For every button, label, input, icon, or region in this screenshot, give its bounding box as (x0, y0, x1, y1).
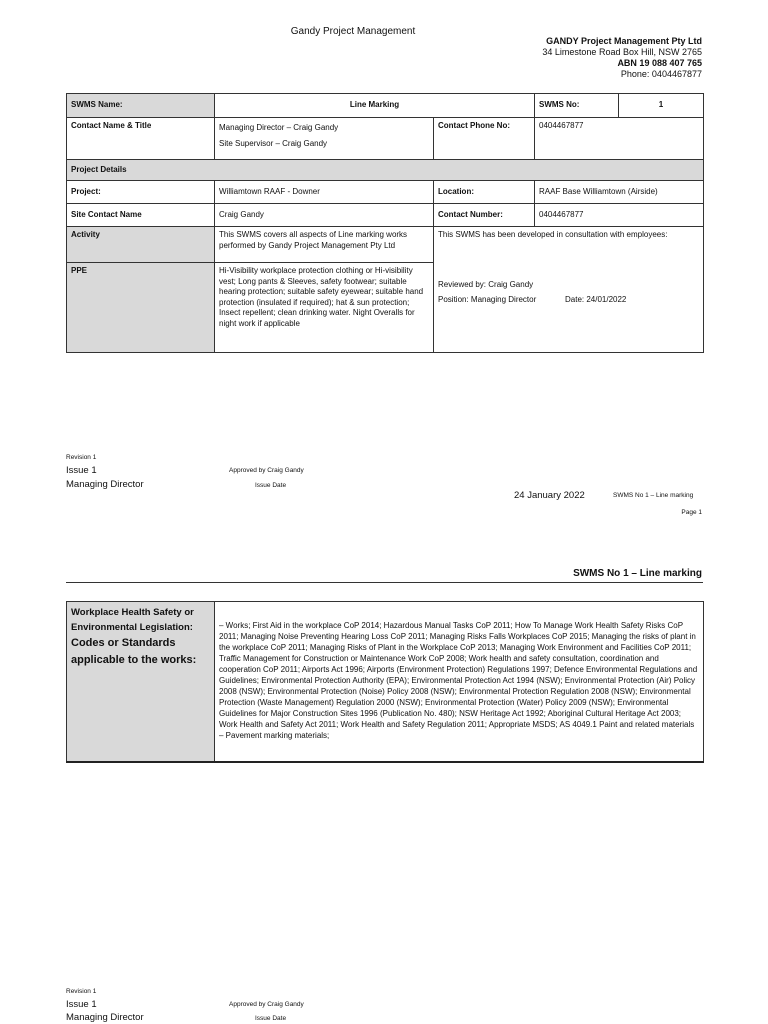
contact-phone-label: Contact Phone No: (434, 118, 535, 160)
company-abn: ABN 19 088 407 765 (617, 58, 702, 68)
project-details-heading: Project Details (67, 160, 704, 181)
consultation-text: This SWMS has been developed in consultation with employees: (438, 230, 668, 239)
footer1-issue-date-label: Issue Date (255, 482, 287, 489)
footer1-issue: Issue 1 (66, 465, 97, 476)
footer1-managing-director: Managing Director (66, 479, 144, 490)
review-date: Date: 24/01/2022 (565, 295, 627, 304)
company-block (542, 36, 702, 80)
contact-number-value: 0404467877 (535, 204, 704, 227)
legislation-list: – Works; First Aid in the workplace CoP 2014; Hazardous Manual Tasks CoP 2011; How To Manage Work Health Safety Risks CoP 2011; Managing Noise Preventing Hearing Loss CoP 2011; Managing Risks Falls Workplaces CoP 2015; Managing the risks of plant in the workplace CoP 2011; Managing Risks of Plant in the Workplace CoP 2013; Managing Work Environment and Facilities CoP 2011; Traffic Management for Construction or Maintenance Work CoP 2008; Work health and safety consultation, coordination and cooperation CoP 2011; Airports Act 1996; Airports (Environment Protection) Regulations 1997; Defence Environmental Regulations and Guidelines; Environmental Protection Authority (EPA); Environmental Protection Act 1994 (NSW); Environmental Protection (Air) Policy 2008 (NSW); Environmental Protection (Noise) Policy 2008 (NSW); Environmental Protection Regulation 2008 (NSW); Environmental Protection (Waste Management) Regulation 2000 (NSW); Environmental Protection (Water) Policy 2009 (NSW); Environmental Guidelines for Major Construction Sites 1996 (Publication No. 480); NSW Heritage Act 1992; Aboriginal Cultural Heritage Act 2003; Work Health and Safety Act 2011; Work Health and Safety Regulation 2011; Appropriate MSDS; AS 4049.1 Paint and related materials – Pavement marking materials; (215, 602, 704, 762)
page2-heading-rule (66, 582, 703, 583)
contact-phone-value: 0404467877 (535, 118, 704, 160)
footer1-revision: Revision 1 (66, 454, 97, 461)
contact-name-value (215, 118, 434, 160)
legislation-table (66, 601, 704, 763)
contact-line-1: Managing Director – Craig Gandy (219, 123, 339, 132)
footer1-page-number: Page 1 (681, 509, 702, 516)
activity-value: This SWMS covers all aspects of Line marking works performed by Gandy Project Management Pty Ltd (215, 227, 434, 263)
swms-no-value: 1 (619, 94, 704, 118)
ppe-label: PPE (67, 263, 215, 353)
project-label: Project: (67, 181, 215, 204)
activity-label: Activity (67, 227, 215, 263)
site-contact-label: Site Contact Name (67, 204, 215, 227)
ppe-value: Hi-Visibility workplace protection clothing or Hi-visibility vest; Long pants & Sleeves, safety footwear; suitable hearing protection; suitable safety eyewear; suitable hand protection (insulated if required); hat & sun protection; Insect repellent; clean drinking water. Night Overalls for night work if applicable (215, 263, 434, 353)
swms-name-label: SWMS Name: (67, 94, 215, 118)
review-cell (434, 227, 704, 353)
footer2-managing-director: Managing Director (66, 1012, 144, 1023)
legislation-label-cell (67, 602, 215, 762)
legislation-label-line1: Workplace Health Safety or (71, 607, 194, 618)
footer2-approved-by: Approved by Craig Gandy (229, 1001, 304, 1008)
position: Position: Managing Director (438, 295, 537, 304)
contact-line-2: Site Supervisor – Craig Gandy (219, 138, 328, 148)
company-phone: Phone: 0404467877 (620, 69, 702, 79)
location-label: Location: (434, 181, 535, 204)
footer1-approved-by: Approved by Craig Gandy (229, 467, 304, 474)
footer1-doc-ref: SWMS No 1 – Line marking (613, 492, 694, 499)
reviewed-by: Reviewed by: Craig Gandy (438, 279, 534, 289)
footer1-issue-date: 24 January 2022 (514, 490, 585, 501)
swms-details-table (66, 93, 704, 353)
contact-name-label: Contact Name & Title (67, 118, 215, 160)
legislation-label-line2: Environmental Legislation: (71, 622, 193, 633)
contact-number-label: Contact Number: (434, 204, 535, 227)
footer2-revision: Revision 1 (66, 988, 97, 995)
company-address: 34 Limestone Road Box Hill, NSW 2765 (542, 47, 702, 57)
footer2-issue-date-label: Issue Date (255, 1015, 287, 1022)
position-date-line (438, 295, 699, 306)
location-value: RAAF Base Williamtown (Airside) (535, 181, 704, 204)
swms-name-value: Line Marking (215, 94, 535, 118)
document-title: Gandy Project Management (290, 26, 416, 37)
codes-label-line3: Codes or Standards (71, 637, 176, 649)
project-value: Williamtown RAAF - Downer (215, 181, 434, 204)
footer2-issue: Issue 1 (66, 999, 97, 1010)
company-name: GANDY Project Management Pty Ltd (546, 36, 702, 46)
page2-heading: SWMS No 1 – Line marking (573, 568, 702, 579)
swms-no-label: SWMS No: (535, 94, 619, 118)
codes-label-line4: applicable to the works: (71, 654, 197, 666)
site-contact-value: Craig Gandy (215, 204, 434, 227)
